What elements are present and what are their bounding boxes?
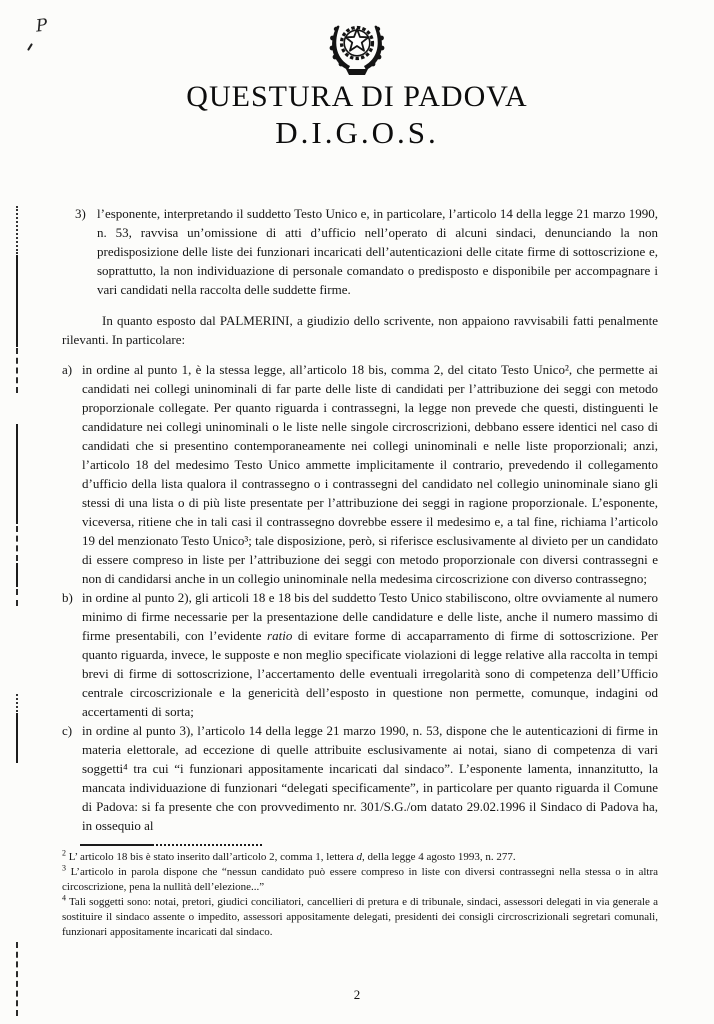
document-body <box>62 204 658 940</box>
text-segment: in ordine al punto 2), gli articoli 18 e 18 bis del suddetto Testo Unico stabiliscono, oltre ovviamente al numero minimo di firme necessarie per la presentazione delle candidature e delle liste, anche il numero massimo di firme presentabili, con l’evidente <box>82 590 658 643</box>
footnote-separator-dashed <box>152 844 262 846</box>
scan-artifact-line <box>16 713 18 763</box>
footnote-marker: 3 <box>62 863 66 873</box>
text-segment: l’esponente, interpretando il suddetto Testo Unico e, in particolare, l’articolo 14 della legge 21 marzo 1990, n. 53, ravvisa un’omissione di atti d’ufficio nell’operato di alcuni sindaci, denunciando la non predisposizione delle liste dei funzionari incaricati dell’autenticazioni delle citate firme di sottoscrizione e, soprattutto, la non individuazione di personale comandato o predisposto e disponibile per accompagnare i vari candidati nella raccolta delle suddette firme. <box>97 206 658 297</box>
body-paragraphs <box>62 204 658 835</box>
scan-artifact-line <box>16 424 18 524</box>
italian-republic-emblem-icon <box>324 14 390 78</box>
footnote-separator <box>80 844 262 846</box>
paragraph-label: a) <box>62 362 73 377</box>
text-segment: in ordine al punto 3), l’articolo 14 della legge 21 marzo 1990, n. 53, dispone che le autenticazioni di firme in materia elettorale, ad eccezione di quelle attribuite esclusivamente ai notai, siano di competenza di vari soggetti⁴ tra cui “i funzionari appositamente incaricati dal sindaco”. L’esponente lamenta, innanzitutto, la mancata individuazione di funzionari “delegati specificamente”, in particolare per quanto riguarda il Comune di Padova: si fa presente che con provvedimento nr. 301/S.G./om datato 29.02.1996 il Sindaco di Padova ha, in ossequio al <box>82 723 658 833</box>
paragraph-3 <box>75 204 658 299</box>
scan-artifact-line <box>16 942 18 1016</box>
footnotes-section <box>62 850 658 940</box>
text-segment: d <box>356 851 363 863</box>
scan-artifact-line <box>16 589 18 606</box>
footnote-4 <box>62 895 658 940</box>
paragraph-label: b) <box>62 590 73 605</box>
scan-artifact-line <box>16 255 18 347</box>
handwritten-tick-mark <box>27 43 33 51</box>
header-title: QUESTURA DI PADOVA <box>186 80 528 113</box>
page-number: 2 <box>353 987 361 1002</box>
paragraph-intro <box>62 311 658 349</box>
paragraph-b <box>62 588 658 721</box>
footnote-2 <box>62 850 658 865</box>
footnote-3 <box>62 865 658 895</box>
text-segment: , della legge 4 agosto 1993, n. 277. <box>362 851 516 863</box>
text-segment: L’ articolo 18 bis è stato inserito dall’articolo 2, comma 1, lettera <box>66 851 357 863</box>
footnote-separator-solid <box>80 844 152 846</box>
paragraph-c <box>62 721 658 835</box>
text-segment: In quanto esposto dal PALMERINI, a giudizio dello scrivente, non appaiono ravvisabili fatti penalmente rilevanti. In particolare: <box>62 313 658 347</box>
scan-artifact-line <box>16 563 18 587</box>
scan-artifact-line <box>16 348 18 393</box>
text-segment: Tali soggetti sono: notai, pretori, giudici conciliatori, cancellieri di pretura e di tribunale, sindaci, assessori delegati in via generale a sostituire il sindaco assente o impedito, assessori appositamente delegati, presidenti dei consigli circroscrizionali segretari comunali, funzionari appositamente incaricati dal sindaco. <box>62 896 658 938</box>
text-segment: di evitare forme di accaparramento di firme di sottoscrizione. Per quanto riguarda, invece, le supposte e non meglio specificate violazioni di legge relative alla raccolta in tempi brevi di firme di sottoscrizione, l’accertamento delle eventuali irregolarità sono di competenza dell’Ufficio centrale circoscrizionale e la genericità dell’esposto in questione non permette, comunque, indagini od accertamenti di sorta; <box>82 628 659 719</box>
footnote-marker: 2 <box>62 848 66 858</box>
text-segment: L’articolo in parola dispone che “nessun candidato può essere compreso in liste con diversi contrassegni nella stessa o in altra circoscrizione, pena la nullità dell’elezione...” <box>62 866 658 893</box>
handwritten-annotation: P <box>34 15 49 37</box>
scan-artifact-line <box>16 694 18 712</box>
text-segment: in ordine al punto 1, è la stessa legge, all’articolo 18 bis, comma 2, del citato Testo Unico², che permette ai candidati nei collegi uninominali di far parte delle liste di candidati per l’attribuzione dei seggi con metodo proporzionale collegate. Per quanto riguarda i contrassegni, la legge non prevede che questi, distinguenti le candidature nei collegi uninominali o le liste nelle singole circroscrizioni, debbano essere identici nel caso di candidati che si presentino contemporaneamente nei collegi uninominali e nelle liste proporzionali; anzi, l’articolo 18 del medesimo Testo Unico ammette implicitamente il contrario, prevedendo il collegamento d’ufficio della lista qualora il contrassegno o i contrassegni del candidato nel collegio uninominale siano gli stessi di una lista o di più liste presentate per l’attribuzione dei seggi in ragione proporzionale. L’esponente, viceversa, ritiene che in tali casi il contrassegno dovrebbe essere il medesimo e, a tal fine, richiama l’articolo 19 del menzionato Testo Unico³; tale disposizione, però, si riferisce esclusivamente al divieto per un candidato di essere compreso in liste per l’attribuzione dei seggi con metodo proporzionale con diversi contrassegni e non di candidarsi anche in un collegio uninominale nella medesima circoscrizione con diverso contrassegno; <box>82 362 658 586</box>
text-segment: ratio <box>267 628 293 643</box>
footnote-marker: 4 <box>62 893 66 903</box>
paragraph-label: c) <box>62 723 73 738</box>
paragraph-label: 3) <box>75 206 86 221</box>
paragraph-a <box>62 360 658 588</box>
scan-artifact-line <box>16 206 18 254</box>
header-subtitle: D.I.G.O.S. <box>275 115 439 150</box>
scan-artifact-line <box>16 526 18 561</box>
